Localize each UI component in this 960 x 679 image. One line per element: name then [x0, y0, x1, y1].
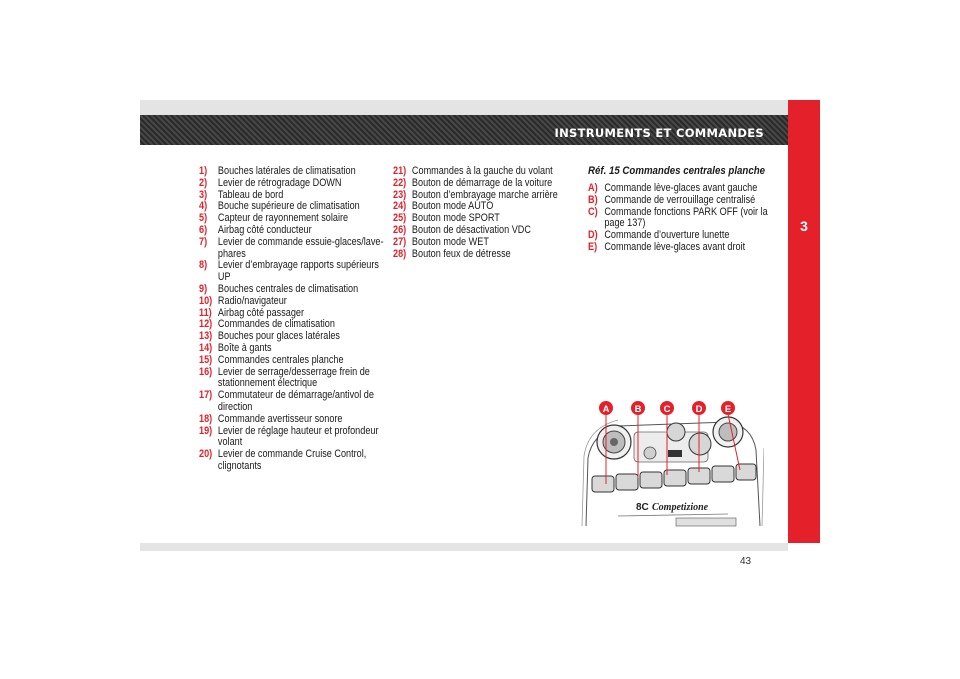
list-item: 20) Levier de commande Cruise Control, clignotants: [199, 448, 367, 472]
list-item: 23) Bouton d’embrayage marche arrière: [393, 188, 558, 201]
list-item: 15) Commandes centrales planche: [199, 353, 344, 366]
center-console-figure: [578, 398, 764, 528]
svg-text:D: D: [695, 404, 703, 415]
list-item: 28) Bouton feux de détresse: [393, 247, 511, 260]
switch-row: [592, 464, 756, 492]
callout-a: [599, 401, 613, 415]
page-number: 43: [740, 556, 752, 567]
list-item: 19) Levier de réglage hauteur et profondeur volant: [199, 424, 379, 449]
bottom-grey-bar: [140, 543, 788, 551]
badge-8c: 8C: [636, 502, 649, 513]
climate-knob-center-left: [667, 423, 685, 441]
list-item: 17) Commutateur de démarrage/antivol de direction: [199, 389, 374, 413]
list-item: 18) Commande avertisseur sonore: [199, 412, 343, 425]
section-title: INSTRUMENTS ET COMMANDES: [554, 126, 764, 140]
list-item: 6) Airbag côté conducteur: [199, 223, 312, 236]
top-grey-bar: [140, 100, 788, 115]
list-item: 7) Levier de commande essuie-glaces/lave-phares: [199, 235, 384, 260]
list-item: 12) Commandes de climatisation: [199, 318, 335, 331]
list-item: D) Commande d’ouverture lunette: [588, 229, 730, 242]
list-item: 26) Bouton de désactivation VDC: [393, 223, 531, 236]
callout-d: [692, 401, 706, 415]
svg-text:C: C: [663, 404, 671, 415]
climate-knob-center: [689, 433, 711, 455]
list-item: 4) Bouche supérieure de climatisation: [199, 200, 360, 213]
list-item: 21) Commandes à la gauche du volant: [393, 165, 553, 177]
svg-text:B: B: [634, 404, 642, 415]
chapter-number: 3: [800, 218, 808, 234]
svg-text:E: E: [724, 404, 732, 415]
list-item: 24) Bouton mode AUTO: [393, 200, 494, 213]
component-list-left: [199, 166, 394, 473]
list-item: 27) Bouton mode WET: [393, 235, 489, 248]
list-item: 3) Tableau de bord: [199, 188, 284, 201]
component-list-middle: [393, 166, 588, 260]
callout-b: [631, 401, 645, 415]
section-header: [140, 115, 788, 145]
list-item: 13) Bouches pour glaces latérales: [199, 330, 340, 343]
list-item: 14) Boîte à gants: [199, 341, 272, 354]
list-item: C) Commande fonctions PARK OFF (voir la page 137): [588, 205, 768, 230]
list-item: 11) Airbag côté passager: [199, 306, 305, 319]
list-item: E) Commande lève-glaces avant droit: [588, 240, 746, 253]
list-item: 25) Bouton mode SPORT: [393, 212, 500, 225]
list-item: 22) Bouton de démarrage de la voiture: [393, 176, 553, 189]
list-item: 5) Capteur de rayonnement solaire: [199, 212, 349, 225]
list-item: 10) Radio/navigateur: [199, 294, 287, 307]
list-item: A) Commande lève-glaces avant gauche: [588, 182, 758, 194]
svg-text:A: A: [602, 404, 610, 415]
reference-list: [588, 183, 783, 254]
chapter-tab[interactable]: [788, 100, 820, 543]
list-item: 2) Levier de rétrogradage DOWN: [199, 176, 342, 189]
list-item: 9) Bouches centrales de climatisation: [199, 282, 359, 295]
list-item: 16) Levier de serrage/desserrage frein de stationnement électrique: [199, 365, 370, 390]
list-item: B) Commande de verrouillage centralisé: [588, 193, 756, 206]
reference-title: Réf. 15 Commandes centrales planche: [588, 165, 766, 177]
list-item: 8) Levier d’embrayage rapports supérieurs UP: [199, 259, 379, 284]
callout-e: [721, 401, 735, 415]
list-item: 1) Bouches latérales de climatisation: [199, 165, 356, 177]
callout-c: [660, 401, 674, 415]
badge-script: Competizione: [652, 502, 709, 513]
